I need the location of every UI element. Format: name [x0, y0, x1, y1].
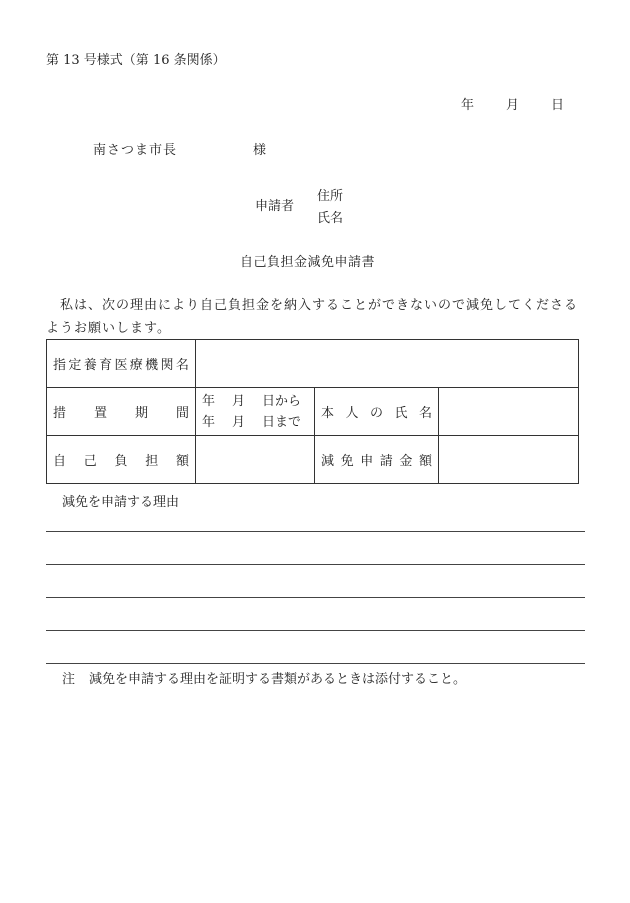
applicant-label: 申請者	[255, 199, 295, 214]
label-char: 額	[418, 454, 432, 469]
body-text: 私は、次の理由により自己負担金を納入することができないので減免してくださるようお願いします。	[46, 298, 579, 336]
period-label-cell	[47, 388, 196, 436]
label-char: 負	[114, 454, 128, 469]
document-title: 自己負担金減免申請書	[240, 255, 376, 270]
reduction-amount-label-cell	[315, 436, 439, 484]
note-prefix: 注	[62, 672, 76, 687]
period-to-year: 年	[202, 414, 216, 430]
institution-label	[53, 354, 189, 373]
label-char: 減	[321, 454, 335, 469]
reduction-amount-label	[321, 450, 432, 469]
label-char: 名	[175, 358, 189, 373]
label-char: 額	[175, 454, 189, 469]
reason-line[interactable]	[46, 663, 585, 664]
label-char: の	[369, 406, 383, 421]
label-char: 関	[160, 358, 174, 373]
label-char: 期	[134, 406, 148, 421]
date-line	[461, 94, 564, 113]
period-field[interactable]	[196, 388, 315, 436]
table-row	[47, 388, 579, 436]
label-char: 己	[83, 454, 97, 469]
addressee-honorific: 様	[253, 143, 267, 158]
copay-field[interactable]	[196, 436, 315, 484]
period-from-month: 月	[232, 393, 246, 409]
label-char: 名	[418, 406, 432, 421]
institution-field[interactable]	[196, 340, 579, 388]
label-char: 定	[68, 358, 82, 373]
address-label: 住所	[317, 189, 344, 204]
label-char: 本	[321, 406, 335, 421]
note-text: 減免を申請する理由を証明する書類があるときは添付すること。	[89, 672, 467, 687]
copay-label	[53, 450, 189, 469]
person-name-label	[321, 402, 432, 421]
person-name-field[interactable]	[439, 388, 579, 436]
copay-label-cell	[47, 436, 196, 484]
period-label	[53, 402, 189, 421]
reason-line[interactable]	[46, 630, 585, 631]
label-char: 療	[129, 358, 143, 373]
institution-label-cell	[47, 340, 196, 388]
application-table	[46, 339, 579, 484]
label-char: 間	[175, 406, 189, 421]
label-char: 機	[145, 358, 159, 373]
table-row	[47, 340, 579, 388]
label-char: 免	[340, 454, 354, 469]
period-to-month: 月	[232, 414, 246, 430]
date-year-label: 年	[461, 98, 475, 113]
period-from-year: 年	[202, 393, 216, 409]
period-from-day: 日から	[262, 393, 302, 409]
label-char: 養	[83, 358, 97, 373]
person-name-label-cell	[315, 388, 439, 436]
label-char: 自	[53, 454, 67, 469]
addressee-name: 南さつま市長	[93, 143, 178, 158]
label-char: 医	[114, 358, 128, 373]
reason-line[interactable]	[46, 564, 585, 565]
label-char: 申	[360, 454, 374, 469]
label-char: 請	[379, 454, 393, 469]
label-char: 措	[53, 406, 67, 421]
label-char: 金	[399, 454, 413, 469]
note	[62, 668, 466, 687]
reason-label: 減免を申請する理由	[62, 495, 180, 510]
date-day-label: 日	[551, 98, 565, 113]
name-label: 氏名	[317, 211, 344, 226]
addressee	[93, 139, 267, 158]
label-char: 人	[345, 406, 359, 421]
date-month-label: 月	[506, 98, 520, 113]
label-char: 置	[93, 406, 107, 421]
form-number: 第 13 号様式（第 16 条関係）	[46, 53, 226, 68]
label-char: 育	[99, 358, 113, 373]
reduction-amount-field[interactable]	[439, 436, 579, 484]
reason-line[interactable]	[46, 597, 585, 598]
label-char: 担	[145, 454, 159, 469]
label-char: 氏	[394, 406, 408, 421]
period-to-day: 日まで	[262, 414, 302, 430]
table-row	[47, 436, 579, 484]
label-char: 指	[53, 358, 67, 373]
reason-line[interactable]	[46, 531, 585, 532]
